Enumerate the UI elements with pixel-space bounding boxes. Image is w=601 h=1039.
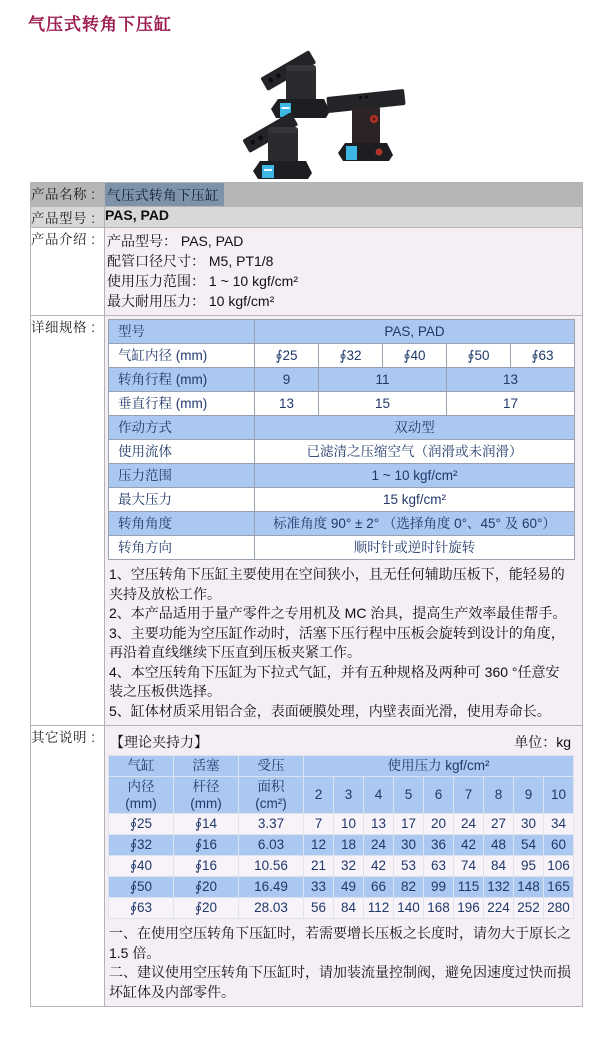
pressure-value-header: 9: [514, 777, 544, 814]
force-cell: ∮25: [109, 814, 174, 835]
force-cell: 53: [394, 856, 424, 877]
force-col-header: 活塞: [174, 756, 239, 777]
force-cell: 12: [304, 835, 334, 856]
force-col-header-line: 面积: [257, 779, 285, 794]
force-cell: 30: [514, 814, 544, 835]
pressure-value-header: 6: [424, 777, 454, 814]
spec-row: [109, 464, 575, 488]
intro-line: 产品型号： PAS, PAD: [107, 233, 244, 249]
spec-row-label: 气缸内径 (mm): [109, 344, 255, 368]
force-cell: 24: [454, 814, 484, 835]
force-table-unit: 单位：kg: [514, 734, 571, 750]
force-data-row: [109, 856, 574, 877]
force-cell: 84: [334, 898, 364, 919]
spec-value-cell: ∮40: [383, 344, 447, 368]
row-product-model: [31, 207, 583, 228]
force-cell: 28.03: [239, 898, 304, 919]
spec-row: [109, 488, 575, 512]
force-cell: 196: [454, 898, 484, 919]
force-cell: 10.56: [239, 856, 304, 877]
force-caption-row: [108, 729, 573, 755]
spec-value-cell: 已滤清之压缩空气（润滑或未润滑）: [255, 440, 575, 464]
spec-value-cell: ∮50: [447, 344, 511, 368]
force-cell: 224: [484, 898, 514, 919]
spec-row: [109, 512, 575, 536]
spec-value-cell: ∮32: [319, 344, 383, 368]
force-col-header: 受压: [239, 756, 304, 777]
spec-value-cell: 15: [319, 392, 447, 416]
spec-row-label: 转角行程 (mm): [109, 368, 255, 392]
spec-value-cell: PAS, PAD: [255, 320, 575, 344]
force-cell: 36: [424, 835, 454, 856]
page: [0, 10, 601, 1007]
force-cell: 34: [544, 814, 574, 835]
pressure-value-header: 10: [544, 777, 574, 814]
force-cell: 252: [514, 898, 544, 919]
product-name-highlight: 气压式转角下压缸: [105, 183, 224, 206]
force-cell: 30: [394, 835, 424, 856]
row-detailed-spec: [31, 316, 583, 726]
other-notes-content: [105, 726, 583, 1007]
row-product-name: [31, 183, 583, 207]
other-note: 二、建议使用空压转角下压缸时，请加装流量控制阀，避免因速度过快而损坏缸体及内部零件。: [109, 964, 571, 1000]
force-cell: 60: [544, 835, 574, 856]
force-cell: 24: [364, 835, 394, 856]
spec-value-cell: 13: [447, 368, 575, 392]
spec-value-cell: 17: [447, 392, 575, 416]
force-cell: 115: [454, 877, 484, 898]
force-cell: 56: [304, 898, 334, 919]
spec-value-cell: 顺时针或逆时针旋转: [255, 536, 575, 560]
spec-row: [109, 392, 575, 416]
spec-table: [108, 319, 575, 560]
force-cell: 82: [394, 877, 424, 898]
force-cell: 84: [484, 856, 514, 877]
force-cell: 54: [514, 835, 544, 856]
spec-notes: [108, 563, 573, 721]
spec-value-cell: 1 ~ 10 kgf/cm²: [255, 464, 575, 488]
force-cell: 48: [484, 835, 514, 856]
force-cell: ∮50: [109, 877, 174, 898]
force-cell: 112: [364, 898, 394, 919]
force-col-header-unit: (mm): [190, 796, 222, 811]
force-cell: 63: [424, 856, 454, 877]
other-notes-list: [108, 922, 573, 1002]
pressure-value-header: 4: [364, 777, 394, 814]
intro-line: 最大耐用压力： 10 kgf/cm²: [107, 293, 275, 309]
force-header-sub: [109, 777, 574, 814]
force-cell: ∮20: [174, 877, 239, 898]
force-cell: ∮63: [109, 898, 174, 919]
force-cell: ∮16: [174, 856, 239, 877]
other-notes-label: 其它说明 :: [31, 726, 105, 1007]
spec-note: 3、主要功能为空压缸作动时，活塞下压行程中压板会旋转到设计的角度，再沿着直线继续下压直到压板夹紧工作。: [109, 624, 565, 660]
spec-note: 2、本产品适用于量产零件之专用机及 MC 治具，提高生产效率最佳帮手。: [109, 605, 567, 621]
pressure-value-header: 7: [454, 777, 484, 814]
product-intro-content: [105, 228, 583, 316]
spec-row-label: 最大压力: [109, 488, 255, 512]
spec-row: [109, 536, 575, 560]
force-cell: 6.03: [239, 835, 304, 856]
product-model-value: PAS, PAD: [105, 207, 583, 228]
force-data-row: [109, 814, 574, 835]
pressure-header: 使用压力 kgf/cm²: [304, 756, 574, 777]
force-table-caption: 【理论夹持力】: [110, 734, 208, 750]
force-cell: 106: [544, 856, 574, 877]
force-cell: 18: [334, 835, 364, 856]
force-cell: 66: [364, 877, 394, 898]
spec-note: 1、空压转角下压缸主要使用在空间狭小，且无任何辅助压板下，能轻易的夹持及放松工作。: [109, 566, 565, 602]
pressure-value-header: 8: [484, 777, 514, 814]
force-cell: 3.37: [239, 814, 304, 835]
force-cell: 165: [544, 877, 574, 898]
detailed-spec-label: 详细规格 :: [31, 316, 105, 726]
spec-row: [109, 416, 575, 440]
intro-lines: [107, 231, 582, 311]
spec-value-cell: 15 kgf/cm²: [255, 488, 575, 512]
force-cell: 32: [334, 856, 364, 877]
product-photo-icon: [242, 112, 312, 179]
spec-row: [109, 440, 575, 464]
spec-value-cell: 双动型: [255, 416, 575, 440]
product-spec-sheet: [30, 182, 583, 1007]
force-cell: ∮20: [174, 898, 239, 919]
force-cell: 13: [364, 814, 394, 835]
force-col-header-sub: [239, 777, 304, 814]
force-col-header-line: 杆径: [192, 779, 220, 794]
spec-row: [109, 320, 575, 344]
force-data-row: [109, 835, 574, 856]
force-header-top: [109, 756, 574, 777]
force-cell: 42: [364, 856, 394, 877]
force-cell: ∮14: [174, 814, 239, 835]
spec-row-label: 垂直行程 (mm): [109, 392, 255, 416]
other-note: 一、在使用空压转角下压缸时，若需要增长压板之长度时，请勿大于原长之 1.5 倍。: [109, 925, 571, 961]
force-cell: 27: [484, 814, 514, 835]
force-cell: 20: [424, 814, 454, 835]
force-cell: ∮40: [109, 856, 174, 877]
spec-row-label: 使用流体: [109, 440, 255, 464]
product-photos: [228, 39, 413, 179]
force-data-row: [109, 898, 574, 919]
product-model-label: 产品型号 :: [31, 207, 105, 228]
intro-line: 配管口径尺寸： M5, PT1/8: [107, 253, 274, 269]
spec-row-label: 作动方式: [109, 416, 255, 440]
clamping-force-table: [108, 755, 574, 919]
product-name-cell: [105, 183, 583, 207]
force-cell: 95: [514, 856, 544, 877]
spec-note: 5、缸体材质采用铝合金，表面硬膜处理，内壁表面光滑，使用寿命长。: [109, 702, 551, 719]
force-col-header-line: 内径: [127, 779, 155, 794]
force-cell: 16.49: [239, 877, 304, 898]
force-cell: 49: [334, 877, 364, 898]
force-cell: 21: [304, 856, 334, 877]
page-title: 气压式转角下压缸: [28, 15, 172, 34]
force-cell: 33: [304, 877, 334, 898]
force-cell: 99: [424, 877, 454, 898]
spec-row-label: 转角角度: [109, 512, 255, 536]
spec-value-cell: ∮63: [511, 344, 575, 368]
force-cell: 17: [394, 814, 424, 835]
product-photo-icon: [326, 89, 405, 161]
force-cell: 140: [394, 898, 424, 919]
pressure-value-header: 5: [394, 777, 424, 814]
product-photo-icon: [260, 50, 330, 118]
spec-value-cell: 9: [255, 368, 319, 392]
force-col-header-unit: (mm): [125, 796, 157, 811]
product-name-label: 产品名称 :: [31, 183, 105, 207]
spec-value-cell: 13: [255, 392, 319, 416]
force-cell: 10: [334, 814, 364, 835]
force-col-header-sub: [174, 777, 239, 814]
force-col-header-unit: (cm²): [255, 796, 287, 811]
force-cell: 42: [454, 835, 484, 856]
product-intro-label: 产品介绍 :: [31, 228, 105, 316]
force-cell: 7: [304, 814, 334, 835]
force-cell: 168: [424, 898, 454, 919]
pressure-value-header: 2: [304, 777, 334, 814]
pressure-value-header: 3: [334, 777, 364, 814]
force-cell: 74: [454, 856, 484, 877]
spec-value-cell: 11: [319, 368, 447, 392]
force-cell: ∮32: [109, 835, 174, 856]
detailed-spec-content: [105, 316, 583, 726]
spec-row-label: 型号: [109, 320, 255, 344]
spec-note: 4、本空压转角下压缸为下拉式气缸，并有五种规格及两种可 360 °任意安装之压板供选择。: [109, 663, 560, 699]
spec-row-label: 压力范围: [109, 464, 255, 488]
row-product-intro: [31, 228, 583, 316]
force-cell: 280: [544, 898, 574, 919]
spec-value-cell: 标准角度 90° ± 2° （选择角度 0°、45° 及 60°）: [255, 512, 575, 536]
spec-row: [109, 368, 575, 392]
force-data-row: [109, 877, 574, 898]
intro-line: 使用压力范围： 1 ~ 10 kgf/cm²: [107, 273, 298, 289]
force-cell: 148: [514, 877, 544, 898]
force-cell: 132: [484, 877, 514, 898]
force-col-header: 气缸: [109, 756, 174, 777]
row-other-notes: [31, 726, 583, 1007]
spec-value-cell: ∮25: [255, 344, 319, 368]
spec-row-label: 转角方向: [109, 536, 255, 560]
force-col-header-sub: [109, 777, 174, 814]
spec-row: [109, 344, 575, 368]
force-cell: ∮16: [174, 835, 239, 856]
